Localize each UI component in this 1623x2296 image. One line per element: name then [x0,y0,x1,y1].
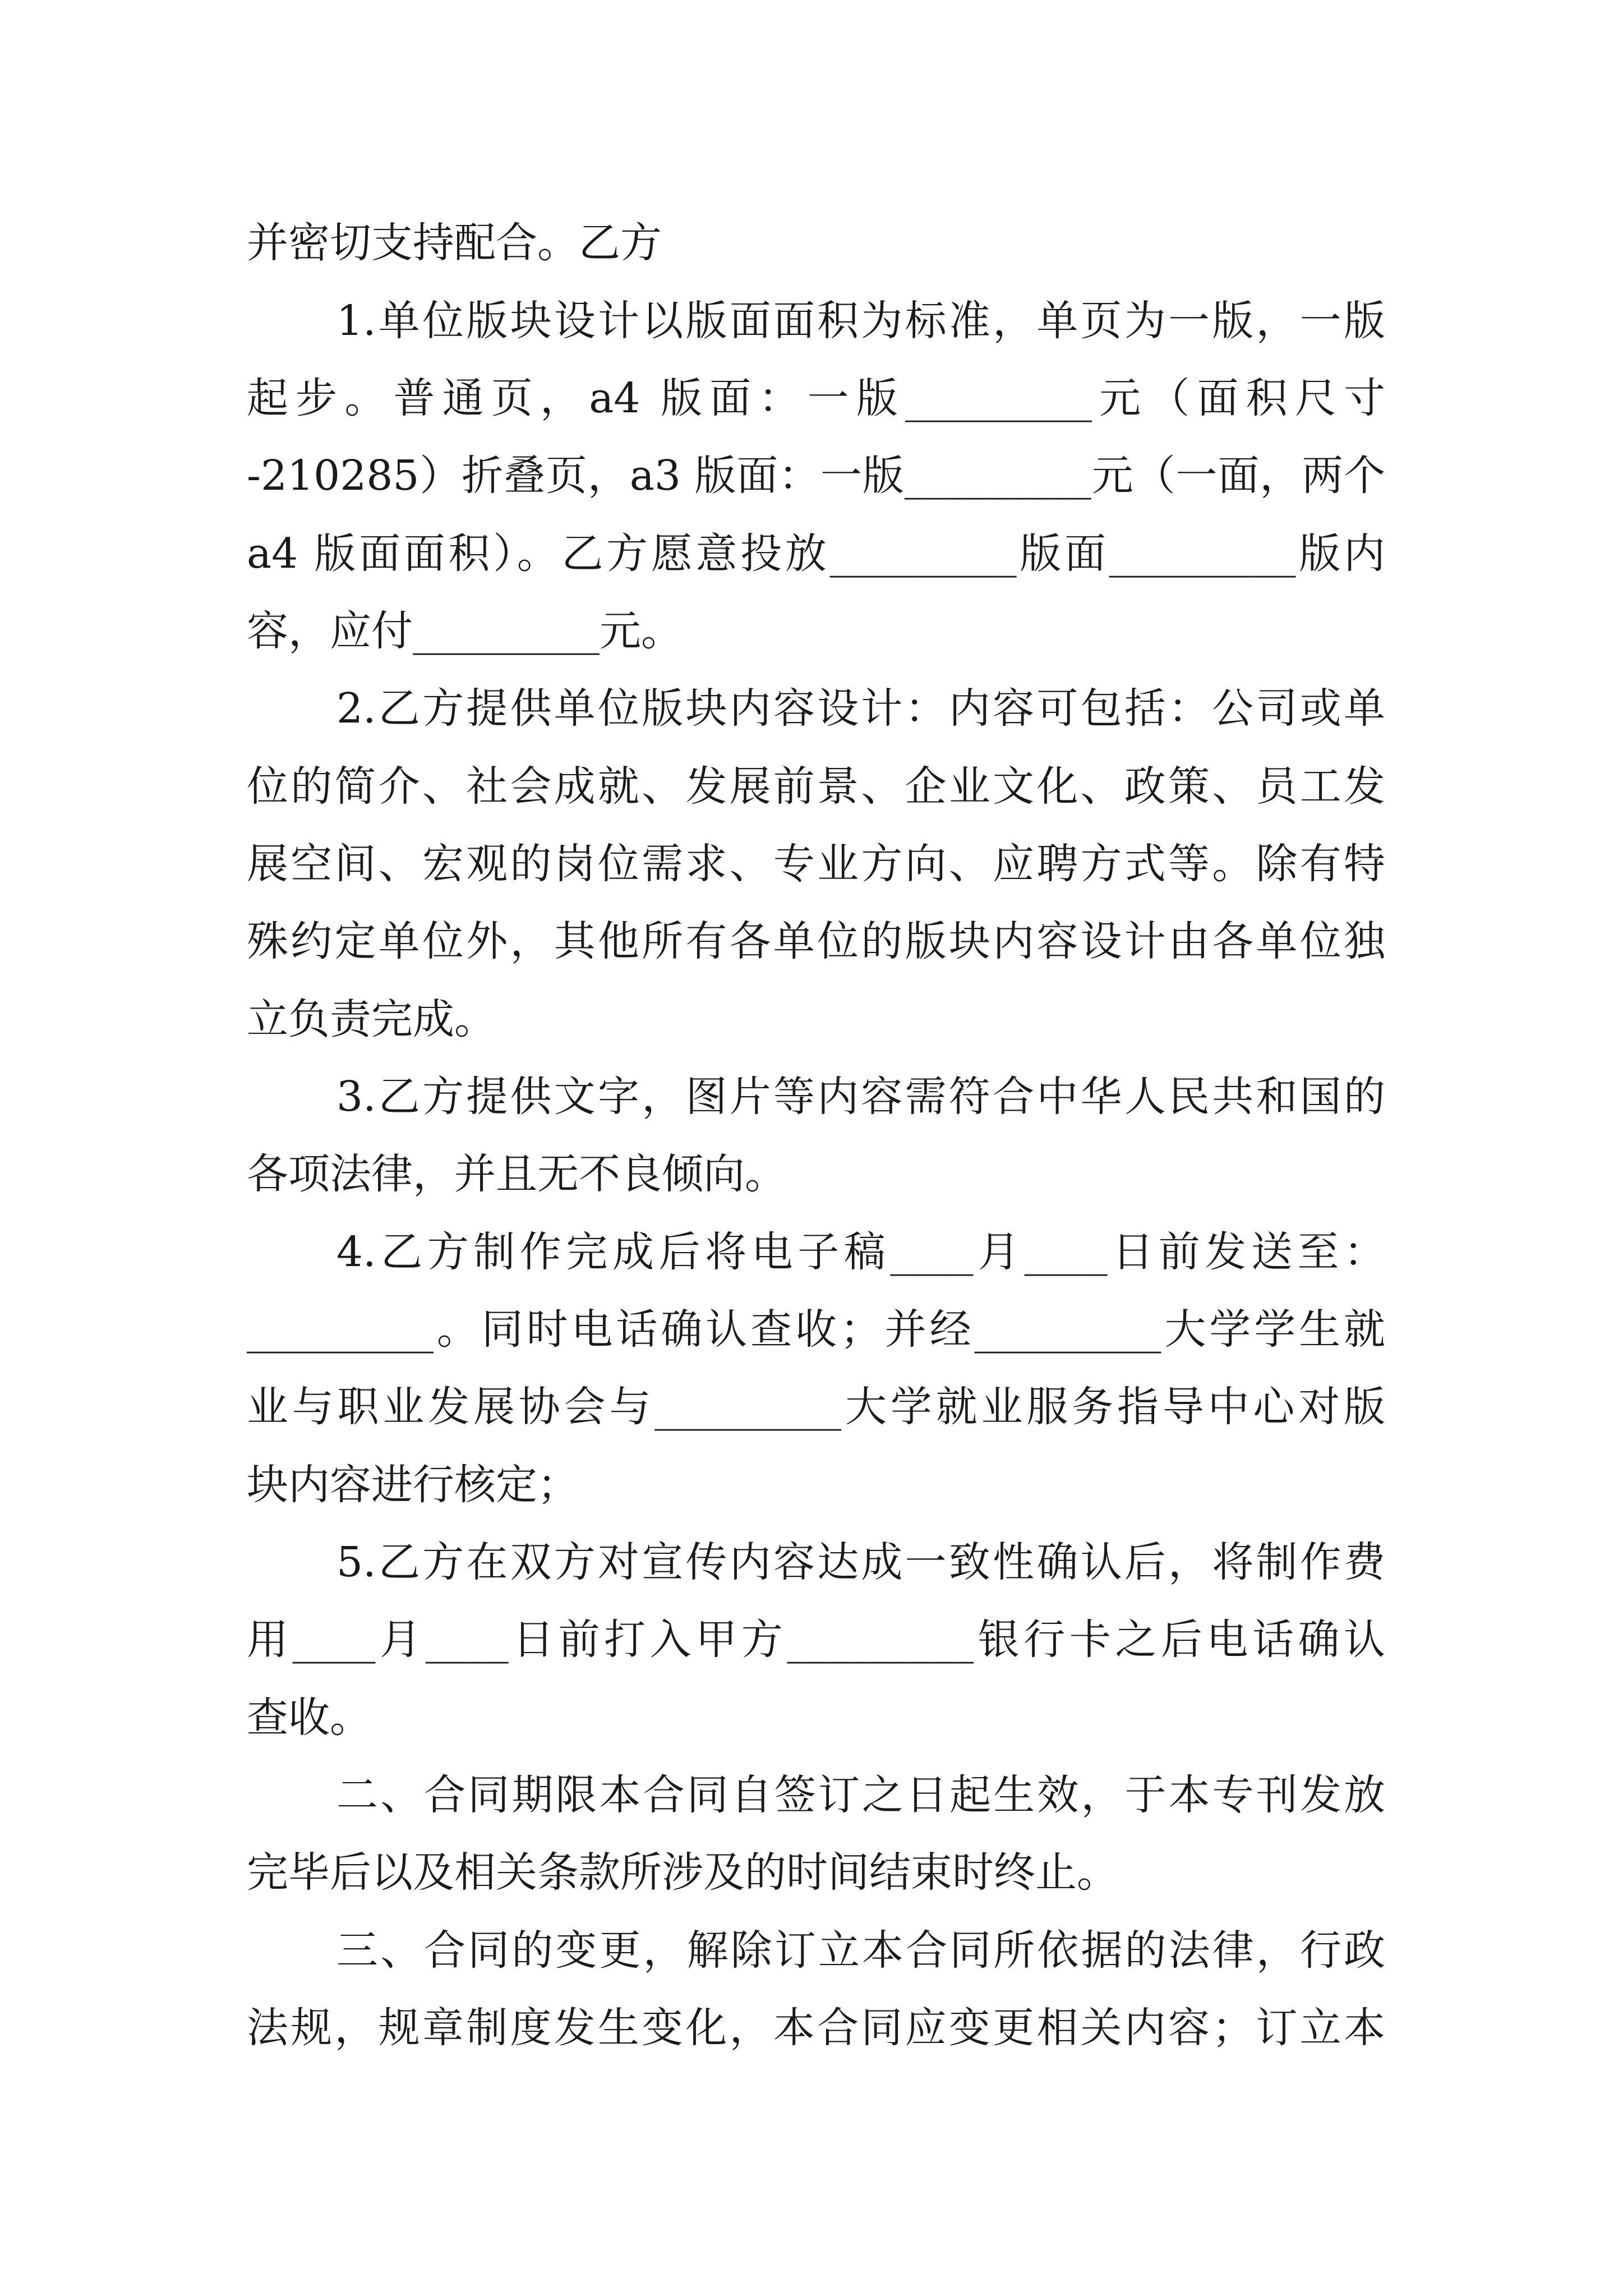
text-line: -210285）折叠页，a3 版面：一版_________元（一面，两个 [247,452,1385,500]
text-line: 立负责完成。 [247,995,496,1043]
text-line: 起步。普通页，a4 版面：一版_________元（面积尺寸 [247,374,1385,422]
text-line: 位的简介、社会成就、发展前景、企业文化、政策、员工发 [247,762,1385,811]
text-line: 2.乙方提供单位版块内容设计：内容可包括：公司或单 [336,684,1385,733]
text-line: 殊约定单位外，其他所有各单位的版块内容设计由各单位独 [247,917,1385,965]
text-line: 块内容进行核定； [247,1461,579,1509]
text-line: 展空间、宏观的岗位需求、专业方向、应聘方式等。除有特 [247,840,1385,888]
text-line: 业与职业发展协会与_________大学就业服务指导中心对版 [247,1383,1385,1431]
text-line: 查收。 [247,1694,371,1742]
text-line: a4 版面面积）。乙方愿意投放_________版面_________版内 [247,530,1385,578]
text-line: 4.乙方制作完成后将电子稿____月____日前发送至： [336,1228,1385,1276]
text-line: 容，应付_________元。 [247,607,683,655]
text-line: 并密切支持配合。乙方 [247,219,662,267]
text-line: 1.单位版块设计以版面面积为标准，单页为一版，一版 [336,297,1385,345]
text-line: 用____月____日前打入甲方_________银行卡之后电话确认 [247,1616,1385,1664]
text-line: 各项法律，并且无不良倾向。 [247,1150,786,1198]
text-line: _________。同时电话确认查收；并经_________大学学生就 [247,1305,1385,1354]
text-line: 完毕后以及相关条款所涉及的时间结束时终止。 [247,1848,1118,1897]
text-line: 3.乙方提供文字，图片等内容需符合中华人民共和国的 [336,1073,1385,1121]
text-line: 5.乙方在双方对宣传内容达成一致性确认后，将制作费 [336,1538,1385,1586]
text-line: 法规，规章制度发生变化，本合同应变更相关内容；订立本 [247,2004,1385,2052]
text-line: 三、合同的变更，解除订立本合同所依据的法律，行政 [336,1926,1385,1975]
text-line: 二、合同期限本合同自签订之日起生效，于本专刊发放 [336,1771,1385,1819]
